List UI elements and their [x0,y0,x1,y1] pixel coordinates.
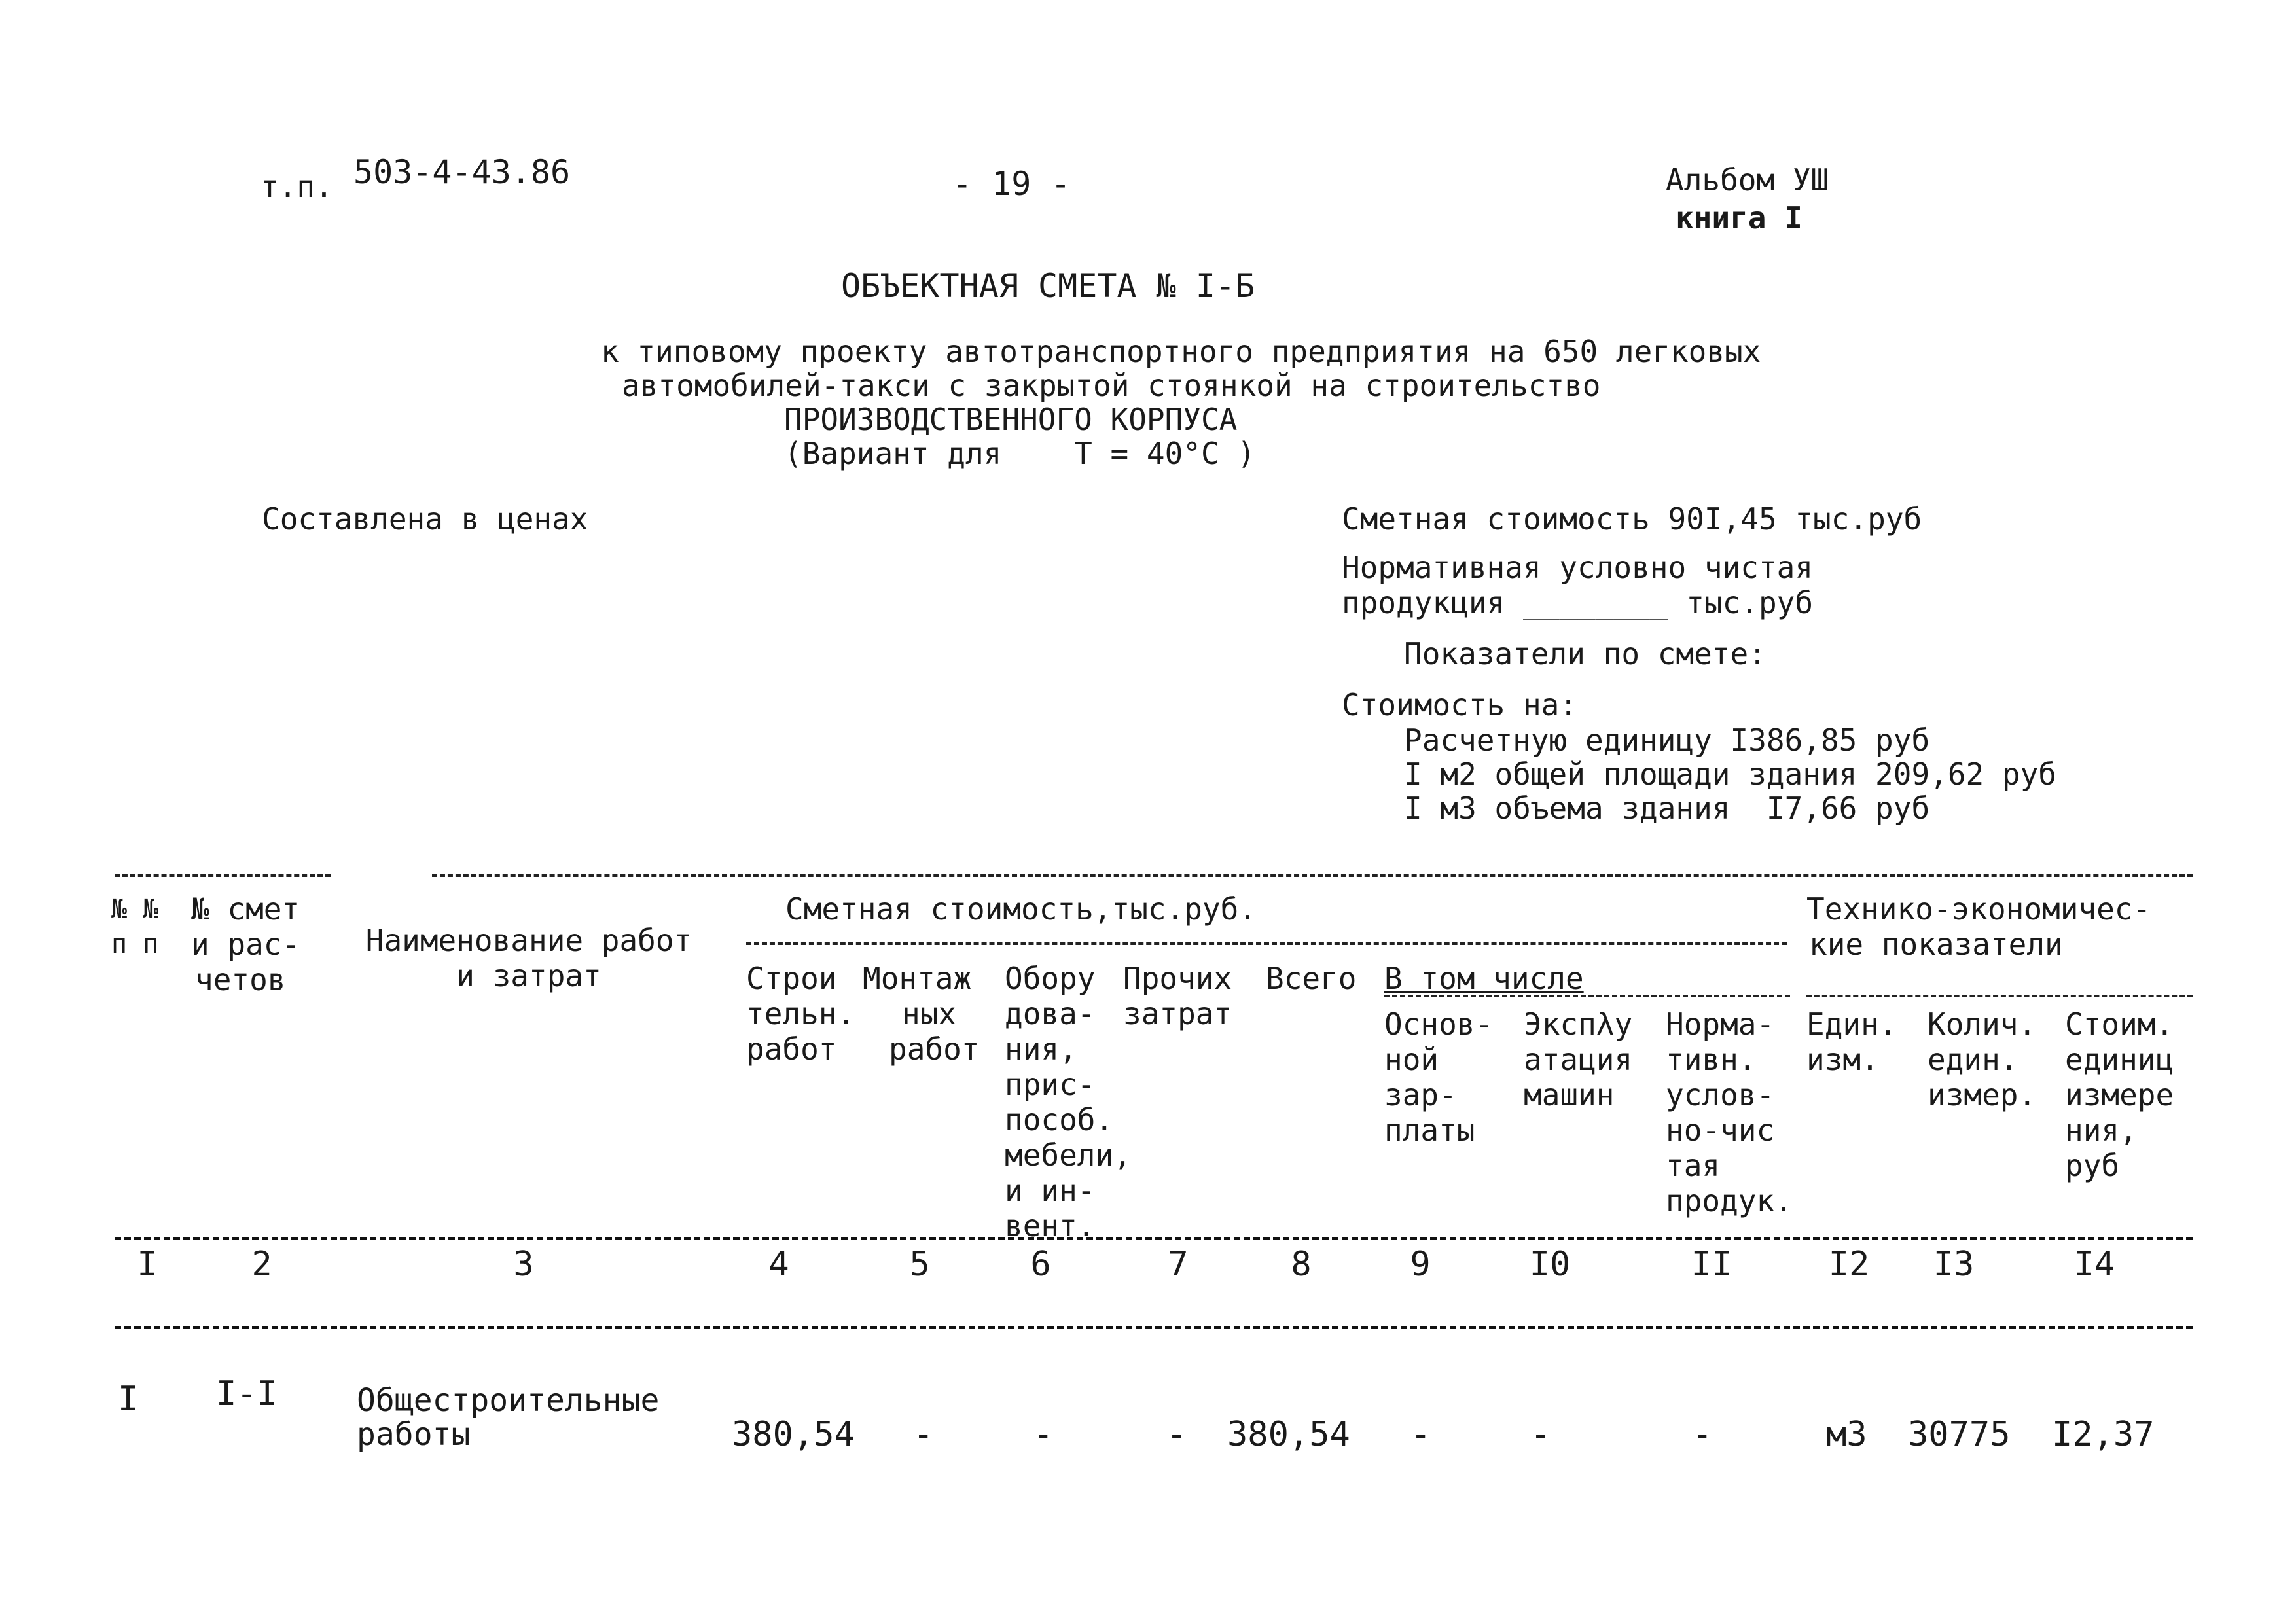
column-number: 6 [1030,1245,1051,1284]
header-col-5: Монтаж ных работ [863,961,980,1067]
title-line-2: автомобилей-такси с закрытой стоянкой на строительство [622,368,1601,403]
row-total: 380,54 [1227,1415,1350,1454]
column-number: 4 [768,1245,789,1284]
header-col-2: № смет и рас- четов [191,891,300,997]
tp-number: 503-4-43.86 [353,153,571,191]
column-number: 8 [1291,1245,1312,1284]
row-construction: 380,54 [732,1415,855,1454]
header-col-13: Колич. един. измер. [1928,1007,2037,1113]
column-number: 5 [909,1245,930,1284]
document-heading: ОБЪЕКТНАЯ СМЕТА № I-Б [841,267,1255,305]
row-quantity: 30775 [1908,1415,2011,1454]
header-col-9: Основ- ной зар- платы [1384,1007,1494,1148]
header-col-6: Обору дова- ния, прис- пособ. мебели, и ин- вент. [1005,961,1132,1243]
header-cost-group: Сметная стоимость,тыс.руб. [785,891,1257,927]
row-equipment: - [1033,1415,1054,1454]
row-normative: - [1692,1415,1713,1454]
header-incl-group: В том числе [1384,961,1584,996]
header-tech-group: Технико-экономичес- кие показатели [1806,891,2151,962]
header-col-7: Прочих затрат [1123,961,1232,1031]
column-number: 3 [513,1245,534,1284]
column-numbers-rule [115,1326,2193,1329]
column-number: I2 [1828,1245,1870,1284]
column-number: I0 [1529,1245,1571,1284]
header-bottom-rule [115,1237,2193,1240]
header-col-12: Един. изм. [1806,1007,1897,1077]
normative-line-2: продукция ________ тыс.руб [1342,585,1814,620]
header-col-11: Норма- тивн. услов- но-чис тая продук. [1666,1007,1793,1219]
cost-per-unit: Расчетную единицу I386,85 руб [1404,722,1930,758]
row-name-line-2: работы [357,1416,471,1453]
column-number: I4 [2073,1245,2115,1284]
book-label: книга I [1676,200,1803,236]
album-label: Альбом УШ [1666,162,1829,198]
header-col-1: № № п п [111,894,159,959]
cost-group-rule [746,942,1787,945]
header-col-4: Строи тельн. работ [746,961,855,1067]
cost-per-m2: I м2 общей площади здания 209,62 руб [1404,757,2056,792]
row-number: I [118,1380,139,1419]
row-estimate-number: I-I [216,1374,278,1414]
header-col-3: Наименование работ и затрат [365,923,692,993]
row-unit: м3 [1826,1415,1867,1454]
row-installation: - [913,1415,934,1454]
table-top-rule [432,874,2193,877]
estimated-cost: Сметная стоимость 90I,45 тыс.руб [1342,501,1922,537]
indicators-title: Показатели по смете: [1404,636,1767,671]
table-top-rule-left [115,874,331,877]
column-number: 7 [1168,1245,1189,1284]
column-number: I [137,1245,158,1284]
tp-prefix: т.п. [260,169,333,204]
row-machines: - [1530,1415,1551,1454]
header-col-14: Стоим. единиц измере ния, руб [2065,1007,2174,1183]
column-number: 2 [251,1245,272,1284]
header-col-8: Всего [1266,961,1357,996]
tech-group-rule [1806,995,2193,997]
title-line-1: к типовому проекту автотранспортного предприятия на 650 легковых [601,334,1761,369]
row-unit-cost: I2,37 [2052,1415,2155,1454]
compiled-in-prices: Составлена в ценах [262,501,588,537]
row-other: - [1166,1415,1187,1454]
column-number: 9 [1410,1245,1431,1284]
column-number: II [1691,1245,1732,1284]
title-line-3: ПРОИЗВОДСТВЕННОГО КОРПУСА [784,402,1238,437]
page-number: - 19 - [952,165,1071,203]
title-line-4: (Вариант для Т = 40°С ) [784,436,1256,471]
normative-line-1: Нормативная условно чистая [1342,550,1814,585]
cost-on-label: Стоимость на: [1342,687,1578,722]
column-number: I3 [1933,1245,1975,1284]
row-wages: - [1410,1415,1431,1454]
header-col-10: Экспλу атация машин [1524,1007,1633,1113]
cost-per-m3: I м3 объема здания I7,66 руб [1404,791,1930,826]
row-name-line-1: Общестроительные [357,1382,660,1419]
